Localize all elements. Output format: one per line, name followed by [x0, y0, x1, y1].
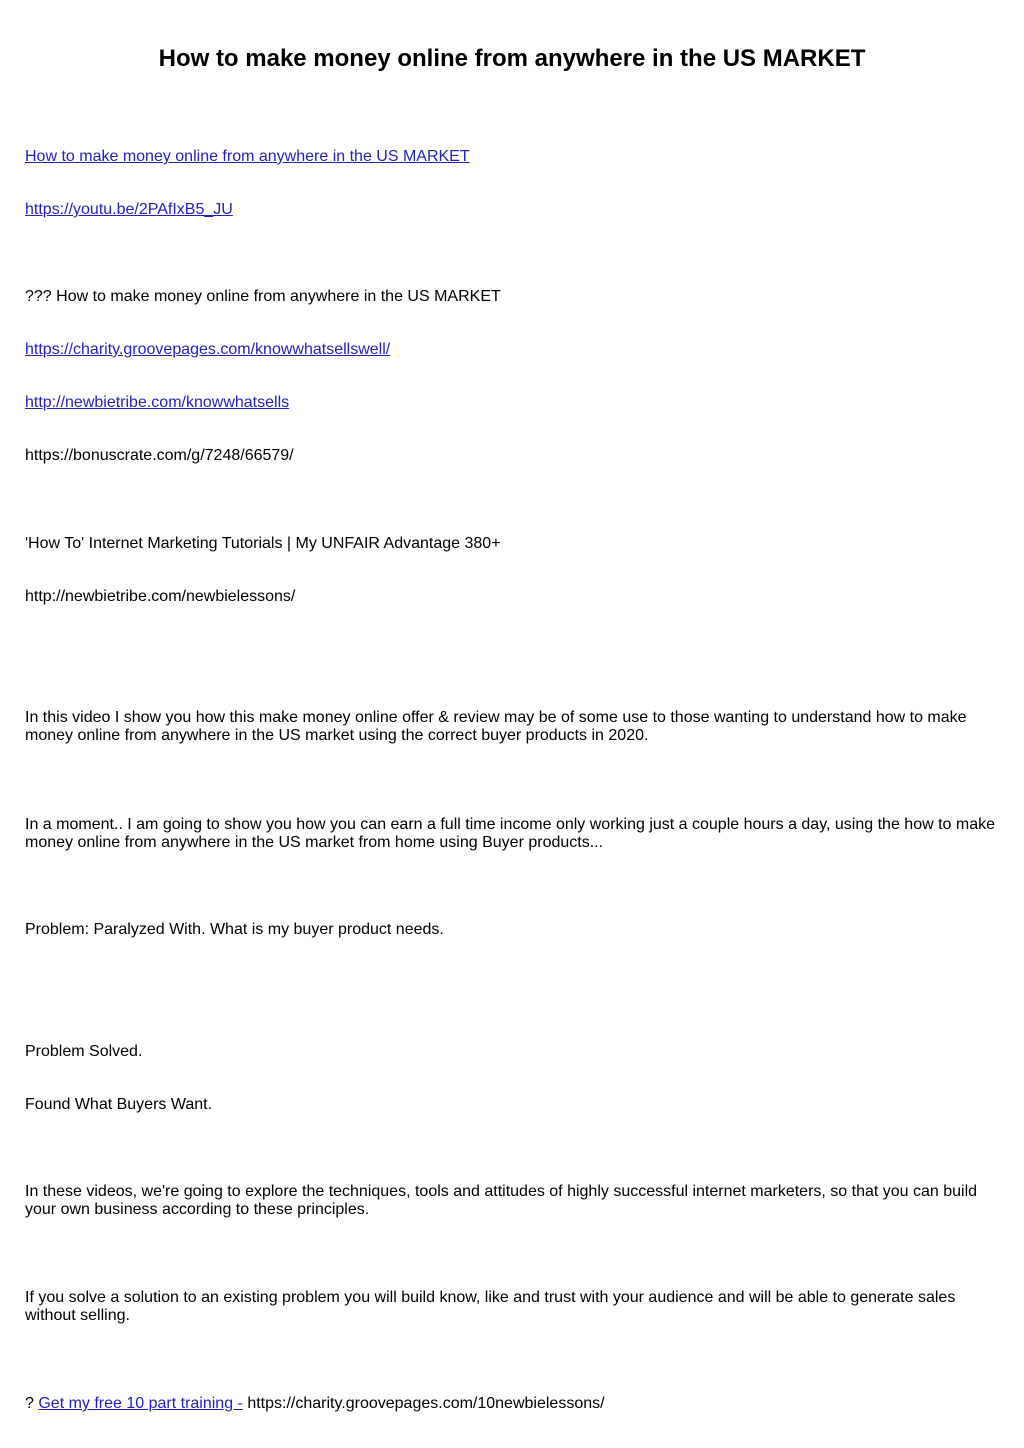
tutorials-text: 'How To' Internet Marketing Tutorials | My UNFAIR Advantage 380+	[25, 535, 501, 552]
newbielessons-text: http://newbietribe.com/newbielessons/	[25, 588, 296, 605]
moment-paragraph: In a moment.. I am going to show you how you can earn a full time income only working just a couple hours a day, using the how to make money online from anywhere in the US market from home using Buyer products...	[25, 816, 995, 851]
youtube-link-line	[25, 201, 1000, 219]
training-link[interactable]: Get my free 10 part training -	[38, 1395, 243, 1412]
title-link-line	[25, 148, 1000, 166]
solve-paragraph: If you solve a solution to an existing problem you will build know, like and trust with your audience and will be able to generate sales without selling.	[25, 1289, 956, 1324]
charity-link[interactable]: https://charity.groovepages.com/knowwhatsellswell/	[25, 341, 391, 358]
newbietribe-link[interactable]: http://newbietribe.com/knowwhatsells	[25, 394, 290, 411]
problem-text: Problem: Paralyzed With. What is my buyer product needs.	[25, 921, 444, 938]
found-text: Found What Buyers Want.	[25, 1096, 213, 1113]
title-link[interactable]: How to make money online from anywhere in the US MARKET	[25, 148, 470, 165]
training-prefix: ?	[25, 1395, 39, 1412]
training-line	[25, 1395, 1000, 1413]
solved-text: Problem Solved.	[25, 1043, 143, 1060]
bonuscrate-text: https://bonuscrate.com/g/7248/66579/	[25, 447, 294, 464]
training-url: https://charity.groovepages.com/10newbielessons/	[242, 1395, 605, 1412]
youtube-link[interactable]: https://youtu.be/2PAfIxB5_JU	[25, 201, 233, 218]
video-paragraph: In this video I show you how this make money online offer & review may be of some use to those wanting to understand how to make money online from anywhere in the US market using the correct buyer products in 2020.	[25, 709, 967, 744]
newbietribe-link-line	[25, 394, 1000, 412]
charity-link-line	[25, 341, 1000, 359]
heading-line: ??? How to make money online from anywhere in the US MARKET	[25, 288, 501, 305]
these-videos-paragraph: In these videos, we're going to explore the techniques, tools and attitudes of highly successful internet marketers, so that you can build your own business according to these principles.	[25, 1183, 978, 1218]
page-title: How to make money online from anywhere in the US MARKET	[158, 45, 866, 72]
